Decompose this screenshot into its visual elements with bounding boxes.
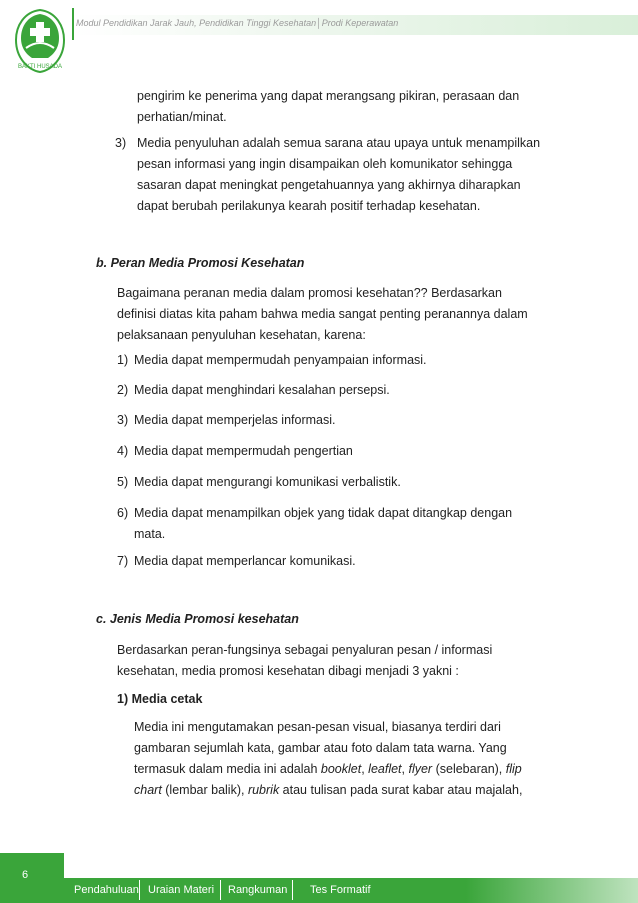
- text-line: perhatian/minat.: [137, 110, 227, 124]
- text-line: Media penyuluhan adalah semua sarana atau upaya untuk menampilkan: [137, 136, 541, 150]
- italic-term: leaflet: [368, 762, 402, 776]
- tab-divider: [292, 880, 293, 900]
- tab-tes-formatif[interactable]: Tes Formatif: [310, 884, 371, 896]
- list-number: 4): [117, 444, 129, 458]
- list-item: Media dapat mempermudah penyampaian informasi.: [134, 353, 427, 367]
- text-line: kesehatan, media promosi kesehatan dibagi menjadi 3 yakni :: [117, 664, 459, 678]
- tab-rangkuman[interactable]: Rangkuman: [228, 884, 288, 896]
- bakti-husada-logo: [12, 8, 68, 74]
- list-item: Media dapat mengurangi komunikasi verbalistik.: [134, 475, 401, 489]
- italic-term: chart: [134, 783, 162, 797]
- sub-heading-media-cetak: 1) Media cetak: [117, 692, 203, 706]
- text-line: [134, 780, 532, 801]
- header-title: Modul Pendidikan Jarak Jauh, Pendidikan Tinggi Kesehatan│Prodi Keperawatan: [76, 18, 399, 28]
- tab-divider: [139, 880, 140, 900]
- text-line: mata.: [134, 527, 166, 541]
- list-item: Media dapat menghindari kesalahan persepsi.: [134, 383, 390, 397]
- text-span: atau tulisan pada surat kabar atau majalah,: [279, 783, 523, 797]
- italic-term: flip: [505, 762, 522, 776]
- text-line: Media dapat menampilkan objek yang tidak dapat ditangkap dengan: [134, 506, 513, 520]
- text-span: ,: [361, 762, 369, 776]
- text-line: pengirim ke penerima yang dapat merangsang pikiran, perasaan dan: [137, 89, 520, 103]
- text-span: (lembar balik),: [161, 783, 248, 797]
- text-line: pelaksanaan penyuluhan kesehatan, karena:: [117, 328, 366, 342]
- list-item: [134, 503, 532, 545]
- list-item: Media dapat memperjelas informasi.: [134, 413, 336, 427]
- list-number: 3): [117, 413, 129, 427]
- item-3-paragraph: [137, 133, 541, 217]
- text-line: gambaran sejumlah kata, gambar atau foto dalam tata warna. Yang: [134, 741, 507, 755]
- list-number: 1): [117, 353, 129, 367]
- section-b-intro: [117, 283, 532, 346]
- section-b-heading: b. Peran Media Promosi Kesehatan: [96, 256, 305, 270]
- svg-text:BAKTI HUSADA: BAKTI HUSADA: [17, 64, 63, 70]
- tab-divider: [220, 880, 221, 900]
- media-cetak-paragraph: [134, 717, 532, 801]
- tab-uraian-materi[interactable]: Uraian Materi: [148, 884, 215, 896]
- text-line: Berdasarkan peran-fungsinya sebagai penyaluran pesan / informasi: [117, 643, 493, 657]
- page-number: 6: [22, 869, 29, 881]
- text-line: Media ini mengutamakan pesan-pesan visual, biasanya terdiri dari: [134, 720, 501, 734]
- text-span: termasuk dalam media ini adalah: [134, 762, 321, 776]
- text-line: pesan informasi yang ingin disampaikan oleh komunikator sehingga: [137, 157, 513, 171]
- section-c-heading: c. Jenis Media Promosi kesehatan: [96, 612, 299, 626]
- section-c-intro: [117, 640, 532, 682]
- list-item: Media dapat memperlancar komunikasi.: [134, 554, 356, 568]
- text-line: Bagaimana peranan media dalam promosi kesehatan?? Berdasarkan: [117, 286, 502, 300]
- continuation-paragraph: [137, 86, 532, 128]
- list-number: 5): [117, 475, 129, 489]
- text-line: definisi diatas kita paham bahwa media sangat penting peranannya dalam: [117, 307, 528, 321]
- italic-term: booklet: [320, 762, 362, 776]
- text-span: ,: [401, 762, 409, 776]
- list-number: 2): [117, 383, 129, 397]
- list-item: Media dapat mempermudah pengertian: [134, 444, 353, 458]
- tab-pendahuluan[interactable]: Pendahuluan: [74, 884, 139, 896]
- text-line: [134, 759, 532, 780]
- list-number: 3): [115, 136, 127, 150]
- italic-term: rubrik: [247, 783, 280, 797]
- text-line: sasaran dapat meningkat pengetahuannya yang akhirnya diharapkan: [137, 178, 521, 192]
- list-number: 6): [117, 506, 129, 520]
- page-number-block: [0, 853, 64, 903]
- text-span: (selebaran),: [432, 762, 506, 776]
- text-line: dapat berubah perilakunya kearah positif terhadap kesehatan.: [137, 199, 481, 213]
- italic-term: flyer: [408, 762, 433, 776]
- list-number: 7): [117, 554, 129, 568]
